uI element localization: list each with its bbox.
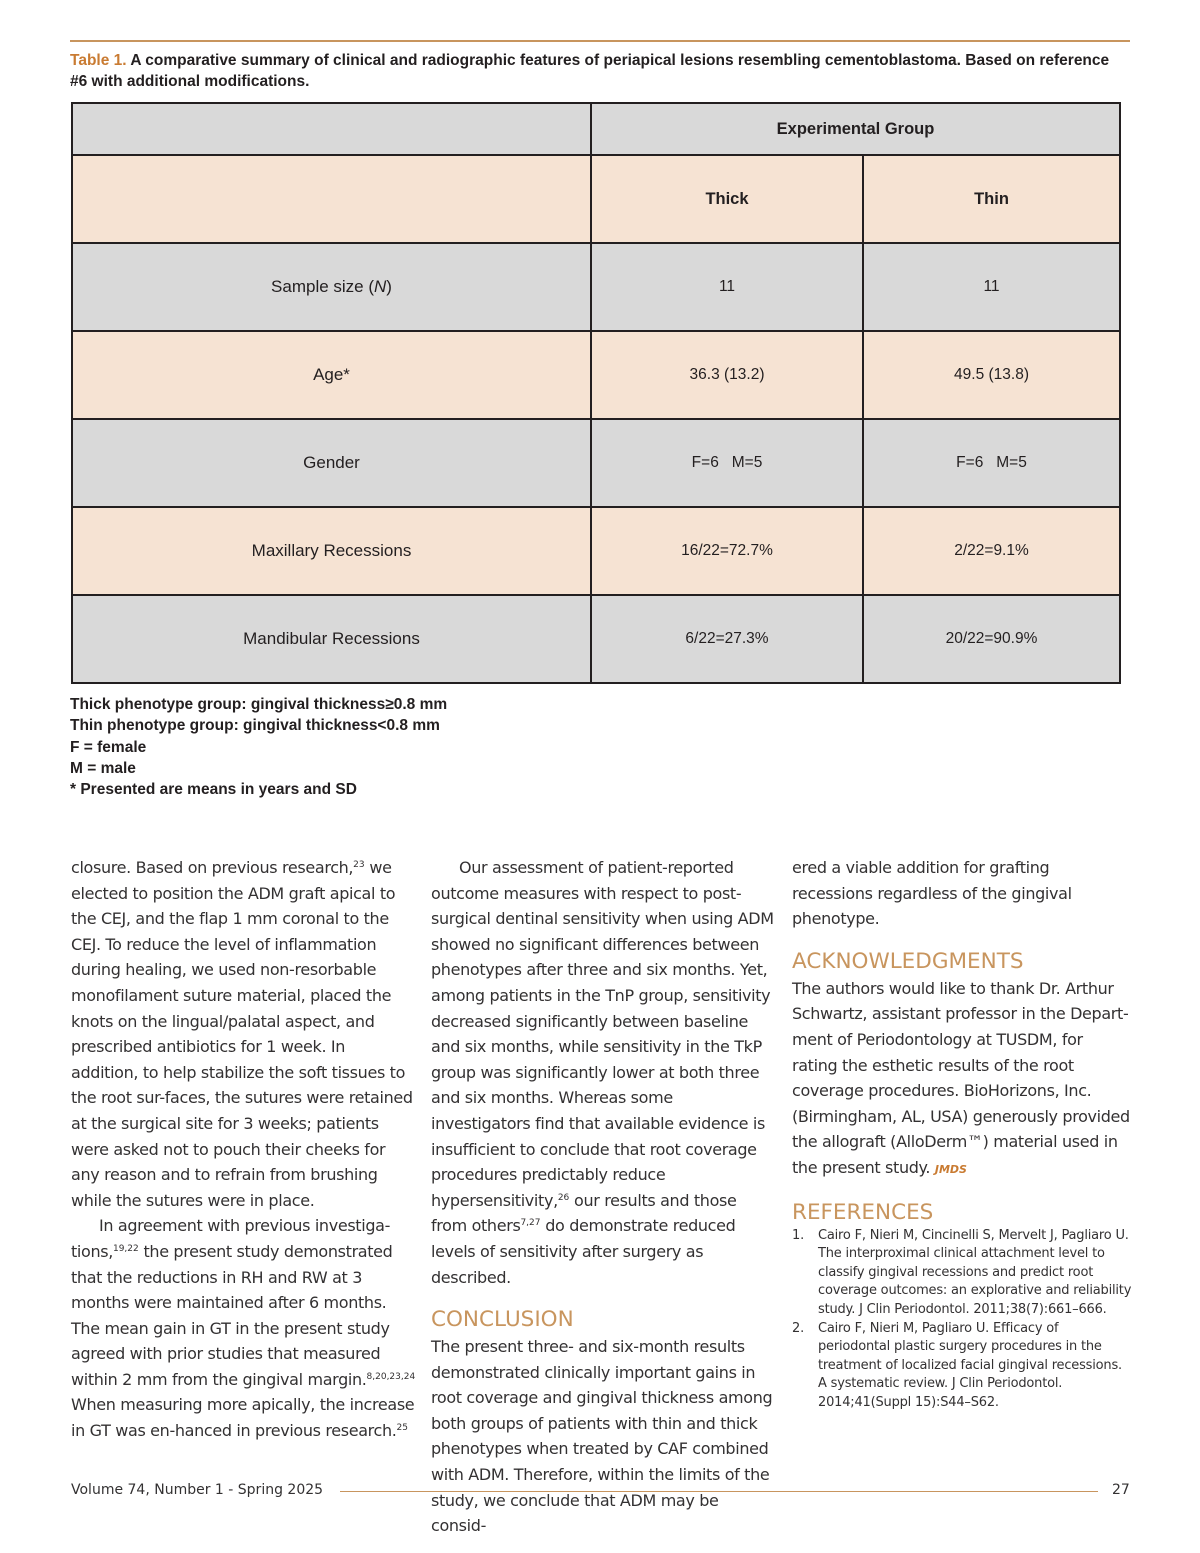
reference-item: 1. Cairo F, Nieri M, Cincinelli S, Mervelt J, Pagliaro U. The interproximal clinical attachment level to classify gingival recessions and predict root coverage outcomes: an explorative and reliability study. J Clin Periodontol. 2011;38(7):661–666. [792,1227,1132,1317]
paragraph: ered a viable addition for grafting recessions regardless of the gingival phenotype. [792,858,1072,929]
reference-item: 2. Cairo F, Nieri M, Pagliaro U. Efficacy of periodontal plastic surgery procedures in the treatment of localized facial gingival recessions. A systematic review. J Clin Periodontol. 2014;41(Suppl 15):S44–S62. [792,1320,1122,1410]
table-blank-cell [72,155,591,243]
row-label-mandibular: Mandibular Recessions [72,595,591,683]
conclusion-heading: CONCLUSION [431,1307,574,1333]
top-rule [70,40,1130,42]
paragraph: closure. Based on previous research,$^{23}$ we elected to position the ADM graft apical to the CEJ, and the flap 1 mm coronal to the CEJ. To reduce the level of inflammation during healing, we used non-resorbable monofilament suture material, placed the knots on the lingual/palatal aspect, and prescribed antibiotics for 1 week. In addition, to help stabilize the soft tissues to the root sur-faces, the sutures were retained at the surgical site for 3 weeks; patients were asked not to pouch their cheeks for any reason and to refrain from brushing while the sutures were in place. [71,858,413,1210]
footer-page-number: 27 [1112,1482,1130,1498]
note-line: M = male [70,759,136,777]
row-label-gender: Gender [72,419,591,507]
table-row [72,331,1120,419]
cell-thick: F=6 M=5 [591,419,863,507]
table-caption-label: Table 1. [70,52,127,69]
table-row [72,595,1120,683]
acknowledgments-heading: ACKNOWLEDGMENTS [792,948,1024,974]
conclusion-paragraph: The present three- and six-month results demonstrated clinically important gains in root coverage and gingival thickness among both groups of patients with thin and thick phenotypes when treated by CAF combined with ADM. Therefore, within the limits of the study, we conclude that ADM may be consid- [431,1337,773,1536]
column-header-thin: Thin [863,155,1120,243]
note-line: * Presented are means in years and SD [70,781,357,799]
table-row [72,419,1120,507]
cell-thin: 11 [863,243,1120,331]
note-line: Thin phenotype group: gingival thickness<0.8 mm [70,717,440,735]
acknowledgments-paragraph: The authors would like to thank Dr. Arthur Schwartz, assistant professor in the Depart-ment of Periodontology at TUSDM, for rating the esthetic results of the root coverage procedures. BioHorizons, Inc. (Birmingham, AL, USA) generously provided the allograft (AlloDerm™) material used in the present study. JMDS [792,978,1130,1177]
cell-thick: 36.3 (13.2) [591,331,863,419]
cell-thick: 11 [591,243,863,331]
body-column-middle [431,855,776,1539]
note-line: F = female [70,738,147,756]
jmds-end-mark: JMDS [934,1162,967,1176]
table-caption [70,50,1120,92]
body-column-left [71,855,416,1444]
row-label-age: Age* [72,331,591,419]
references-list [792,1227,1132,1413]
comparison-table [71,102,1121,684]
cell-thin: F=6 M=5 [863,419,1120,507]
row-label-sample-size: Sample size (N) [72,243,591,331]
table-notes [70,694,447,800]
row-label-maxillary: Maxillary Recessions [72,507,591,595]
table-row [72,243,1120,331]
cell-thin: 49.5 (13.8) [863,331,1120,419]
cell-thick: 6/22=27.3% [591,595,863,683]
paragraph: In agreement with previous investiga-tions,$^{19,22}$ the present study demonstrated that the reductions in RH and RW at 3 months were maintained after 6 months. The mean gain in GT in the present study agreed with prior studies that measured within 2 mm from the gingival margin.$^{8,20,23,24}$ When measuring more apically, the increase in GT was en-hanced in previous research.$^{25}$ [71,1216,416,1441]
paragraph: Our assessment of patient-reported outcome measures with respect to post-surgical dentinal sensitivity when using ADM showed no significant differences between phenotypes after three and six months. Yet, among patients in the TnP group, sensitivity decreased significantly between baseline and six months, while sensitivity in the TkP group was significantly lower at both three and six months. Whereas some investigators find that available evidence is insufficient to conclude that root coverage procedures predictably reduce hypersensitivity,$^{26}$ our results and those from others$^{7,27}$ do demonstrate reduced levels of sensitivity after surgery as described. [431,858,774,1287]
references-heading: REFERENCES [792,1199,934,1225]
table-row-group-header [72,103,1120,155]
table-row-column-headers [72,155,1120,243]
column-header-thick: Thick [591,155,863,243]
cell-thin: 20/22=90.9% [863,595,1120,683]
cell-thick: 16/22=72.7% [591,507,863,595]
table-corner-cell [72,103,591,155]
footer-rule [340,1491,1098,1492]
table-caption-text: A comparative summary of clinical and radiographic features of periapical lesions resembling cementoblastoma. Based on reference #6 with additional modifications. [70,52,1110,90]
footer-volume: Volume 74, Number 1 - Spring 2025 [71,1482,324,1498]
cell-thin: 2/22=9.1% [863,507,1120,595]
table-row [72,507,1120,595]
body-column-right [792,855,1132,1412]
group-header: Experimental Group [591,103,1120,155]
note-line: Thick phenotype group: gingival thickness≥0.8 mm [70,696,448,713]
